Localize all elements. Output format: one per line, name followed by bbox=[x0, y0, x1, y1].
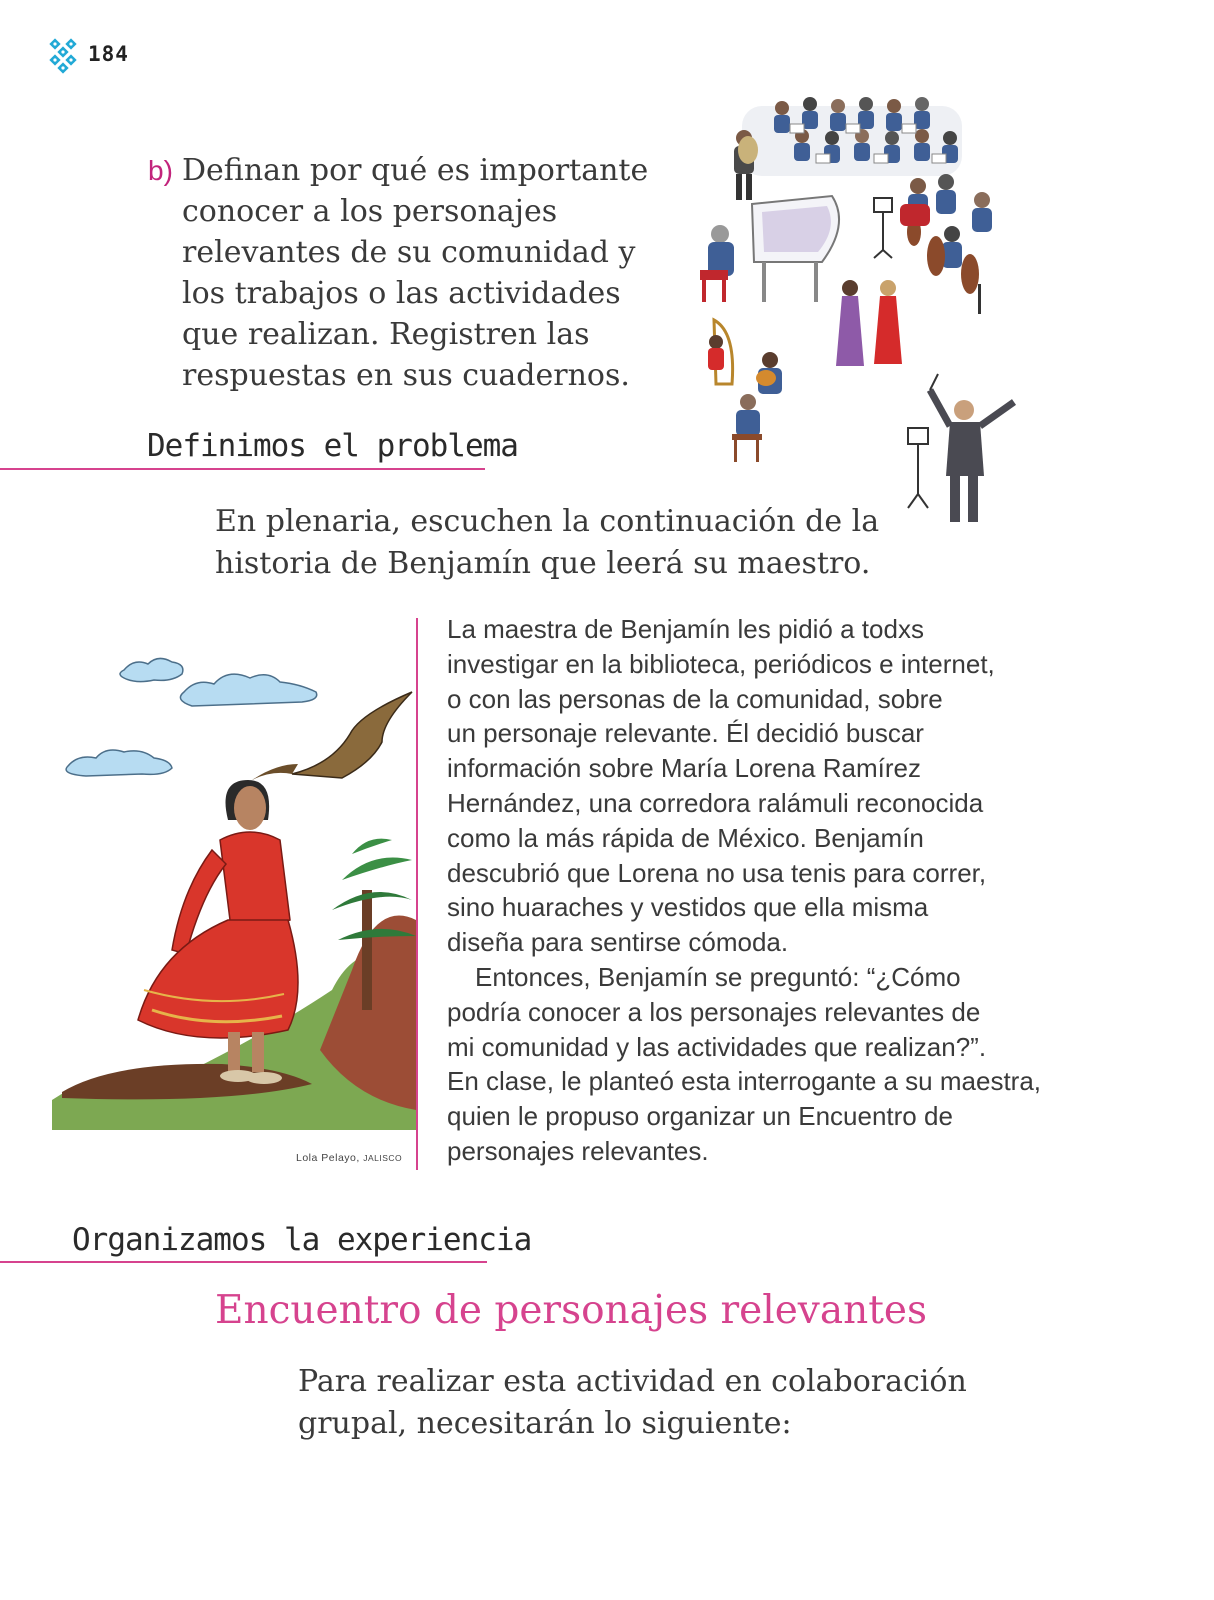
question-b-line: conocer a los personajes bbox=[182, 194, 558, 229]
singers bbox=[836, 280, 902, 366]
illustration-caption bbox=[296, 1152, 402, 1164]
story-paragraph bbox=[447, 612, 1087, 960]
story-line: descubrió que Lorena no usa tenis para correr, bbox=[447, 857, 987, 888]
instruction-paragraph bbox=[215, 501, 915, 585]
section-heading-rule bbox=[0, 468, 485, 470]
caption-artist: Lola Pelayo, bbox=[296, 1152, 360, 1164]
story-line: diseña para sentirse cómoda. bbox=[447, 927, 789, 958]
question-b bbox=[148, 150, 668, 396]
cello-section bbox=[900, 174, 992, 314]
story-text bbox=[447, 612, 1087, 1169]
story-line: Hernández, una corredora ralámuli reconocida bbox=[447, 787, 984, 818]
page-number: 184 bbox=[88, 42, 129, 66]
clouds bbox=[66, 658, 317, 776]
materials-line: Para realizar esta actividad en colaboración bbox=[298, 1364, 967, 1399]
instruction-line: En plenaria, escuchen la continuación de la bbox=[215, 504, 880, 539]
caption-region: JALISCO bbox=[363, 1153, 403, 1163]
story-divider bbox=[416, 618, 418, 1170]
question-b-line: los trabajos o las actividades bbox=[182, 276, 621, 311]
activity-title: Encuentro de personajes relevantes bbox=[215, 1288, 927, 1333]
section-heading-organizamos: Organizamos la experiencia bbox=[72, 1222, 532, 1258]
tile-logo-icon bbox=[48, 38, 78, 74]
music-stand bbox=[874, 198, 892, 258]
question-b-line: respuestas en sus cuadernos. bbox=[182, 358, 630, 393]
story-line: podría conocer a los personajes relevantes de bbox=[447, 996, 981, 1027]
story-line: un personaje relevante. Él decidió buscar bbox=[447, 718, 924, 749]
story-paragraph bbox=[447, 960, 1087, 1169]
story-line: como la más rápida de México. Benjamín bbox=[447, 822, 924, 853]
orchestra-back-row bbox=[742, 97, 962, 176]
story-line: quien le propuso organizar un Encuentro de bbox=[447, 1101, 953, 1132]
story-line: La maestra de Benjamín les pidió a todxs bbox=[447, 614, 924, 644]
story-line: mi comunidad y las actividades que realizan?”. bbox=[447, 1031, 987, 1062]
conductor bbox=[908, 374, 1014, 522]
orchestra-illustration bbox=[692, 84, 1042, 536]
story-line: personajes relevantes. bbox=[447, 1135, 709, 1166]
story-line: o con las personas de la comunidad, sobre bbox=[447, 683, 943, 714]
story-line: sino huaraches y vestidos que ella misma bbox=[447, 892, 929, 923]
runner-illustration bbox=[52, 640, 416, 1140]
question-b-line: que realizan. Registren las bbox=[182, 317, 590, 352]
eagle bbox=[252, 692, 412, 780]
story-line: En clase, le planteó esta interrogante a su maestra, bbox=[447, 1066, 1042, 1097]
instruction-line: historia de Benjamín que leerá su maestro. bbox=[215, 546, 871, 581]
question-b-line: relevantes de su comunidad y bbox=[182, 235, 636, 270]
section-heading-definimos: Definimos el problema bbox=[147, 428, 518, 464]
harp-section bbox=[708, 320, 782, 462]
story-line: información sobre María Lorena Ramírez bbox=[447, 753, 921, 784]
materials-intro bbox=[298, 1361, 1018, 1445]
story-line: investigar en la biblioteca, periódicos e internet, bbox=[447, 648, 995, 679]
piano bbox=[700, 196, 839, 302]
question-b-marker: b) bbox=[148, 155, 173, 186]
story-line: Entonces, Benjamín se preguntó: “¿Cómo bbox=[475, 961, 961, 992]
question-b-line: Definan por qué es importante bbox=[182, 153, 649, 188]
materials-line: grupal, necesitarán lo siguiente: bbox=[298, 1406, 792, 1441]
section-heading-rule bbox=[0, 1261, 487, 1263]
